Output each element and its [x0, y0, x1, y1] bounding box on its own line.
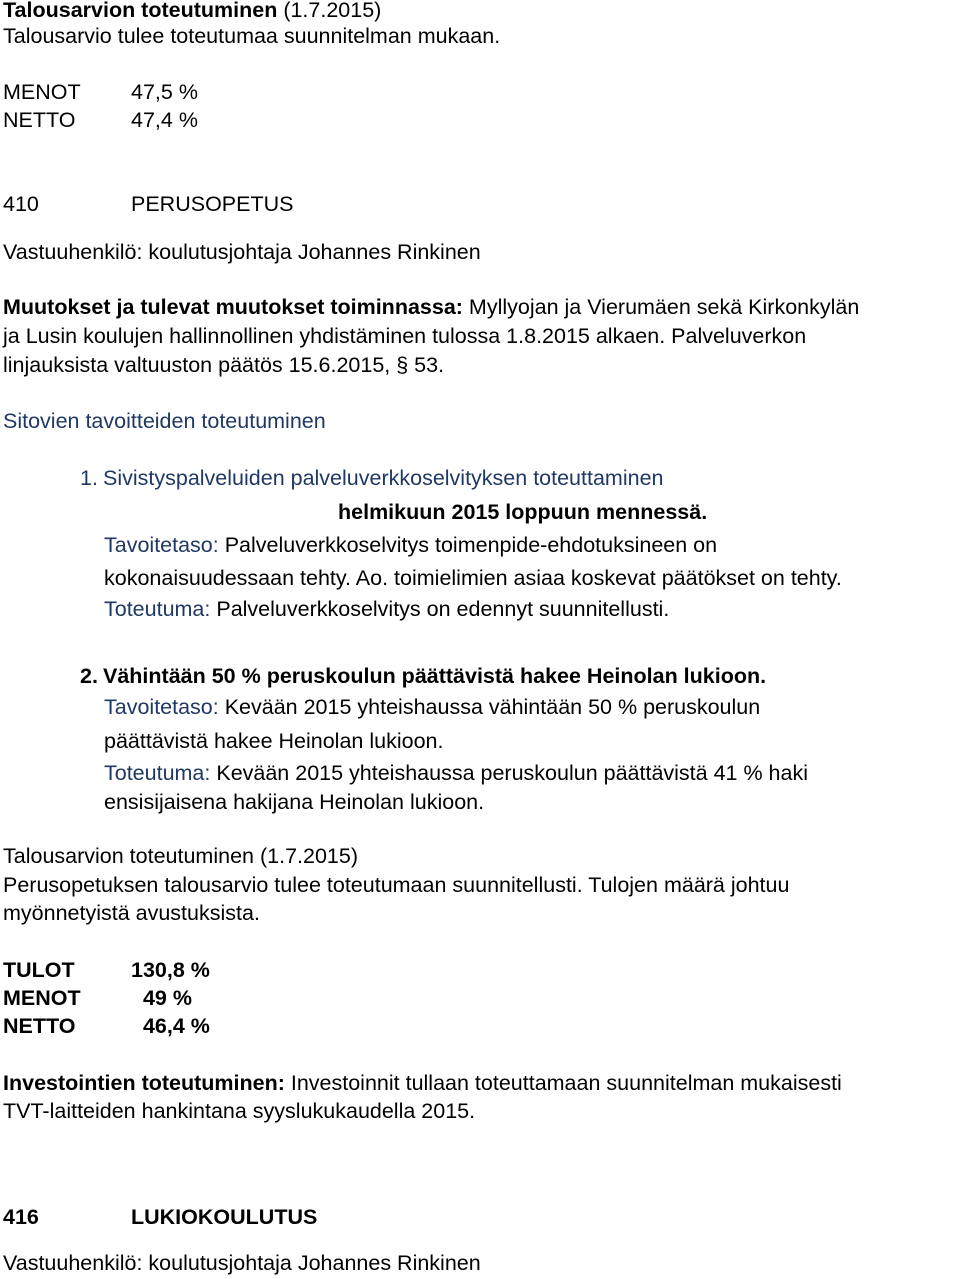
realization-label: Toteutuma: — [104, 761, 211, 785]
stat-row — [3, 108, 198, 133]
goal-title-line: Sivistyspalveluiden palveluverkkoselvityksen toteuttaminen — [103, 466, 664, 490]
stat-row — [3, 958, 210, 983]
unit-heading-410 — [3, 192, 293, 217]
goal-number: 2. — [80, 664, 98, 688]
goal-2-target — [104, 695, 760, 720]
target-label: Tavoitetaso: — [104, 533, 219, 557]
goal-1-title-line-2: helmikuun 2015 loppuun mennessä. — [338, 500, 708, 524]
unit-heading-416 — [3, 1205, 317, 1230]
realization-label: Toteutuma: — [104, 597, 211, 621]
investments-label: Investointien toteutuminen: — [3, 1071, 285, 1095]
realization-text: Kevään 2015 yhteishaussa peruskoulun päättävistä 41 % haki — [210, 761, 808, 785]
responsible-person-410: Vastuuhenkilö: koulutusjohtaja Johannes Rinkinen — [3, 240, 481, 264]
stat-row — [3, 1014, 210, 1039]
stat-label: NETTO — [3, 1014, 76, 1038]
goal-1-title — [80, 466, 663, 491]
goal-2-realization — [104, 761, 808, 786]
stat-row — [3, 986, 192, 1011]
unit-code: 410 — [3, 192, 39, 216]
stat-label: MENOT — [3, 80, 81, 104]
goals-heading: Sitovien tavoitteiden toteutuminen — [3, 409, 326, 433]
investments-line-1 — [3, 1071, 842, 1096]
goal-1-realization — [104, 597, 669, 622]
changes-text: Myllyojan ja Vierumäen sekä Kirkonkylän — [462, 295, 860, 319]
goal-number: 1. — [80, 466, 98, 490]
responsible-person-416: Vastuuhenkilö: koulutusjohtaja Johannes Rinkinen — [3, 1251, 481, 1275]
changes-line-2: ja Lusin koulujen hallinnollinen yhdistäminen tulossa 1.8.2015 alkaen. Palveluverkon — [3, 324, 807, 348]
stat-value: 47,4 % — [131, 108, 198, 132]
stat-label: MENOT — [3, 986, 81, 1010]
budget-heading-2-date: (1.7.2015) — [254, 844, 358, 868]
changes-line-3: linjauksista valtuuston päätös 15.6.2015, § 53. — [3, 353, 445, 377]
target-text: Kevään 2015 yhteishaussa vähintään 50 % peruskoulun — [218, 695, 761, 719]
stat-row — [3, 80, 198, 105]
budget-heading-1 — [3, 0, 381, 23]
target-label: Tavoitetaso: — [104, 695, 219, 719]
budget-heading-1-date: (1.7.2015) — [277, 0, 382, 22]
unit-name: LUKIOKOULUTUS — [131, 1205, 318, 1229]
goal-2-target-line-2: päättävistä hakee Heinolan lukioon. — [104, 729, 444, 753]
investments-line-2: TVT-laitteiden hankintana syyslukukaudella 2015. — [3, 1099, 476, 1123]
stat-label: TULOT — [3, 958, 75, 982]
unit-name: PERUSOPETUS — [131, 192, 294, 216]
realization-text: Palveluverkkoselvitys on edennyt suunnitellusti. — [210, 597, 670, 621]
stat-label: NETTO — [3, 108, 76, 132]
budget-text-2-line-2: myönnetyistä avustuksista. — [3, 901, 260, 925]
goal-1-target — [104, 533, 717, 558]
budget-heading-2 — [3, 844, 358, 869]
changes-line-1 — [3, 295, 859, 320]
budget-heading-2-text: Talousarvion toteutuminen — [3, 844, 254, 868]
changes-label: Muutokset ja tulevat muutokset toiminnassa: — [3, 295, 463, 319]
stat-value: 130,8 % — [131, 958, 210, 982]
goal-2-realization-line-2: ensisijaisena hakijana Heinolan lukioon. — [104, 790, 485, 814]
budget-heading-1-bold: Talousarvion toteutuminen — [3, 0, 278, 22]
stat-value: 46,4 % — [131, 1014, 210, 1038]
budget-text-2: Perusopetuksen talousarvio tulee toteutumaan suunnitellusti. Tulojen määrä johtuu — [3, 873, 790, 897]
goal-title-line: Vähintään 50 % peruskoulun päättävistä hakee Heinolan lukioon. — [103, 664, 767, 688]
investments-text: Investoinnit tullaan toteuttamaan suunnitelman mukaisesti — [284, 1071, 842, 1095]
goal-2-title — [80, 664, 766, 689]
target-text: Palveluverkkoselvitys toimenpide-ehdotuksineen on — [218, 533, 718, 557]
stat-value: 49 % — [131, 986, 192, 1010]
goal-1-target-line-2: kokonaisuudessaan tehty. Ao. toimielimien asiaa koskevat päätökset on tehty. — [104, 566, 842, 590]
budget-text-1: Talousarvio tulee toteutumaa suunnitelman mukaan. — [3, 24, 501, 48]
unit-code: 416 — [3, 1205, 39, 1229]
stat-value: 47,5 % — [131, 80, 198, 104]
